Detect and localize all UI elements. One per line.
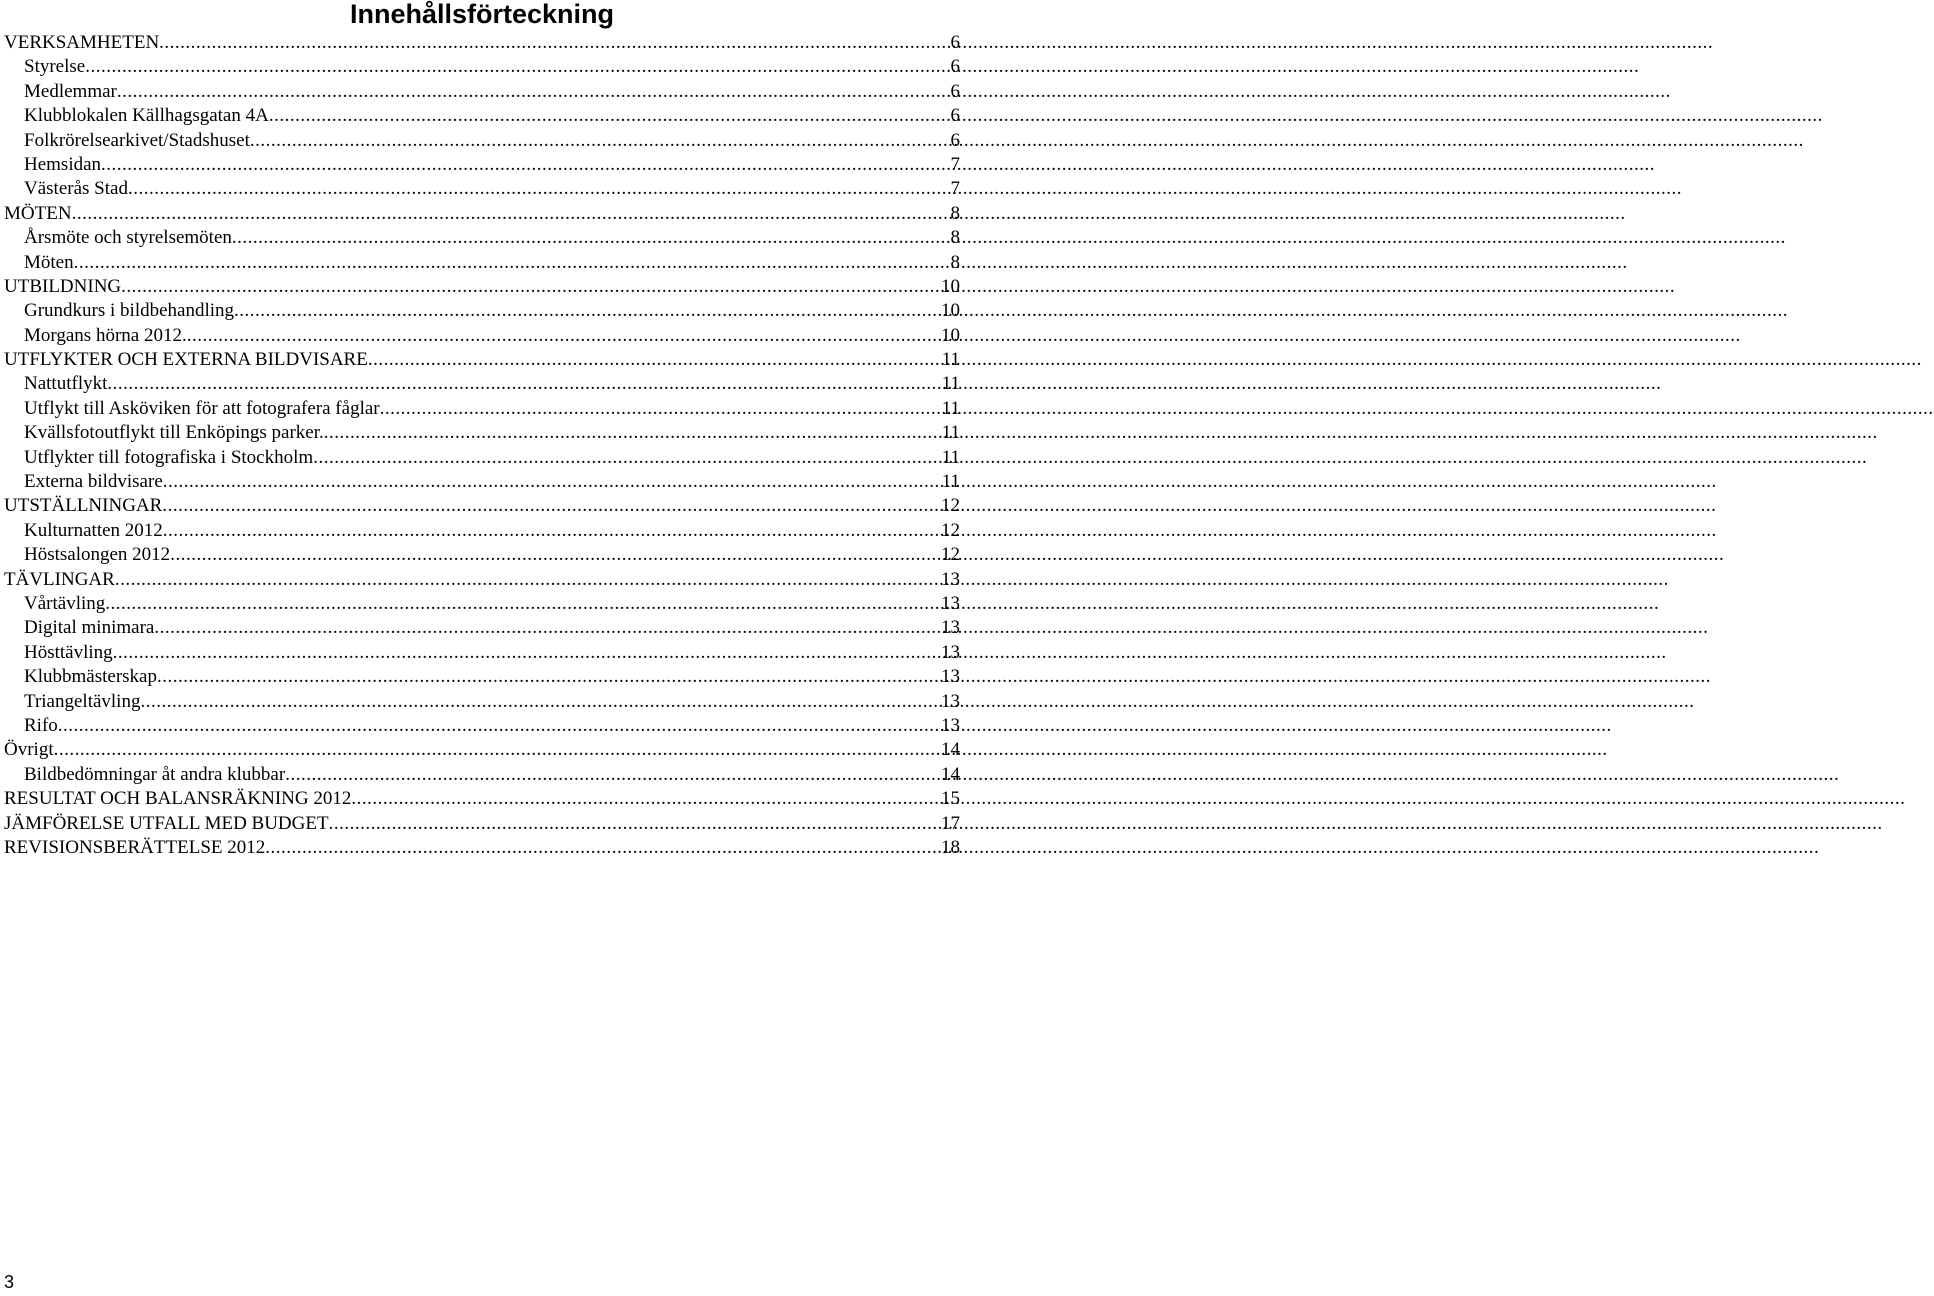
toc-entry-page: 12 — [941, 544, 960, 566]
toc-entry-label: Folkrörelsearkivet/Stadshuset — [24, 129, 250, 151]
toc-subsection-link[interactable] — [4, 324, 960, 348]
toc-subsection-link[interactable] — [4, 446, 960, 470]
toc-entry-page: 17 — [941, 812, 960, 834]
toc-entry-label: Kulturnatten 2012 — [24, 519, 163, 541]
dot-leader — [85, 55, 946, 79]
dot-leader — [269, 104, 947, 128]
dot-leader — [163, 519, 937, 543]
toc-entry-page: 6 — [950, 56, 960, 78]
toc-subsection-link[interactable] — [4, 616, 960, 640]
toc-subsection-link[interactable] — [4, 177, 960, 201]
toc-entry-page: 14 — [941, 763, 960, 785]
toc-section-link[interactable] — [4, 31, 960, 55]
toc-entry-page: 11 — [941, 373, 960, 395]
dot-leader — [324, 421, 938, 445]
dot-leader — [368, 348, 938, 372]
toc-entry-label: Utflykter till fotografiska i Stockholm — [24, 446, 314, 468]
toc-entry-label: Externa bildvisare — [24, 471, 163, 493]
dot-leader — [285, 763, 937, 787]
toc-entry-page: 13 — [941, 568, 960, 590]
toc-subsection-link[interactable] — [4, 226, 960, 250]
toc-subsection-link[interactable] — [4, 470, 960, 494]
dot-leader — [159, 31, 946, 55]
toc-entry-page: 6 — [950, 129, 960, 151]
dot-leader — [74, 251, 947, 275]
toc-entry-page: 10 — [941, 324, 960, 346]
toc-entry-label: Styrelse — [24, 56, 86, 78]
toc-entry-label: Klubbmästerskap — [24, 666, 157, 688]
toc-entry-label: Digital minimara — [24, 617, 155, 639]
toc-entry-page: 7 — [950, 153, 960, 175]
toc-entry-page: 12 — [941, 495, 960, 517]
toc-entry-page: 11 — [941, 349, 960, 371]
toc-entry-label: UTSTÄLLNINGAR — [4, 495, 163, 517]
toc-entry-label: RESULTAT OCH BALANSRÄKNING 2012 — [4, 788, 352, 810]
dot-leader — [265, 836, 937, 860]
toc-entry-label: MÖTEN — [4, 202, 72, 224]
toc-entry-page: 12 — [941, 519, 960, 541]
toc-entry-label: Övrigt — [4, 739, 54, 761]
dot-leader — [72, 202, 947, 226]
toc-entry-page: 8 — [950, 251, 960, 273]
toc-subsection-link[interactable] — [4, 80, 960, 104]
toc-entry-label: Hemsidan — [24, 153, 102, 175]
toc-entry-label: Triangeltävling — [24, 690, 141, 712]
toc-entry-label: Höstsalongen 2012 — [24, 544, 171, 566]
toc-entry-page: 13 — [941, 617, 960, 639]
toc-entry-page: 11 — [941, 471, 960, 493]
dot-leader — [351, 787, 937, 811]
toc-entry-label: Utflykt till Asköviken för att fotografera fåglar — [24, 397, 380, 419]
toc-section-link[interactable] — [4, 202, 960, 226]
toc-subsection-link[interactable] — [4, 763, 960, 787]
toc-entry-label: Bildbedömningar åt andra klubbar — [24, 763, 286, 785]
toc-entry-label: UTBILDNING — [4, 275, 122, 297]
toc-entry-page: 10 — [941, 275, 960, 297]
dot-leader — [54, 738, 937, 762]
toc-title: Innehållsförteckning — [349, 0, 615, 29]
toc-entry-label: Medlemmar — [24, 80, 117, 102]
toc-entry-label: Morgans hörna 2012. — [24, 324, 187, 346]
toc-subsection-link[interactable] — [4, 299, 960, 323]
dot-leader — [234, 299, 937, 323]
toc-entry-label: Nattutflykt — [24, 373, 108, 395]
toc-section-link[interactable] — [4, 348, 960, 372]
toc-subsection-link[interactable] — [4, 55, 960, 79]
toc-subsection-link[interactable] — [4, 665, 960, 689]
toc-entry-label: Klubblokalen Källhagsgatan 4A — [24, 105, 269, 127]
toc-entry-page: 13 — [941, 592, 960, 614]
toc-subsection-link[interactable] — [4, 519, 960, 543]
toc-entry-page: 7 — [950, 178, 960, 200]
toc-entry-page: 15 — [941, 788, 960, 810]
toc-entry-page: 6 — [950, 105, 960, 127]
toc-subsection-link[interactable] — [4, 592, 960, 616]
toc-entry-label: REVISIONSBERÄTTELSE 2012 — [4, 836, 266, 858]
toc-entry-page: 13 — [941, 666, 960, 688]
dot-leader — [107, 372, 937, 396]
toc-section-link[interactable] — [4, 812, 960, 836]
dot-leader — [187, 324, 937, 348]
toc-section-link[interactable] — [4, 494, 960, 518]
dot-leader — [154, 616, 937, 640]
toc-entry-label: Rifo — [24, 714, 58, 736]
toc-entry-label: Kvällsfotoutflykt till Enköpings parker. — [24, 422, 324, 444]
toc-entry-page: 6 — [950, 32, 960, 53]
toc-entry-page: 10 — [941, 300, 960, 322]
dot-leader — [250, 129, 947, 153]
toc-entry-page: 11 — [941, 397, 960, 419]
toc-section-link[interactable] — [4, 568, 960, 592]
toc-subsection-link[interactable] — [4, 129, 960, 153]
toc-entry-page: 11 — [941, 422, 960, 444]
toc-entry-label: Grundkurs i bildbehandling — [24, 300, 235, 322]
toc-entry-label: UTFLYKTER OCH EXTERNA BILDVISARE — [4, 349, 368, 371]
dot-leader — [163, 470, 938, 494]
toc-section-link[interactable] — [4, 738, 960, 762]
toc-subsection-link[interactable] — [4, 104, 960, 128]
toc-subsection-link[interactable] — [4, 714, 960, 738]
table-of-contents — [4, 31, 960, 860]
toc-entry-page: 11 — [941, 446, 960, 468]
toc-subsection-link[interactable] — [4, 153, 960, 177]
toc-subsection-link[interactable] — [4, 421, 960, 445]
dot-leader — [162, 494, 937, 518]
toc-subsection-link[interactable] — [4, 690, 960, 714]
toc-entry-page: 13 — [941, 714, 960, 736]
dot-leader — [140, 690, 937, 714]
toc-entry-page: 8 — [950, 202, 960, 224]
dot-leader — [232, 226, 947, 250]
toc-section-link[interactable] — [4, 787, 960, 811]
toc-entry-label: Hösttävling — [24, 641, 113, 663]
dot-leader — [380, 397, 938, 421]
toc-entry-label: VERKSAMHETEN — [4, 32, 160, 53]
dot-leader — [157, 665, 937, 689]
page-number: 3 — [4, 1272, 15, 1292]
dot-leader — [115, 568, 937, 592]
toc-entry-page: 18 — [941, 836, 960, 858]
dot-leader — [117, 80, 947, 104]
toc-subsection-link[interactable] — [4, 543, 960, 567]
toc-subsection-link[interactable] — [4, 397, 960, 421]
toc-entry-page: 8 — [950, 227, 960, 249]
toc-entry-page: 13 — [941, 641, 960, 663]
toc-entry-label: Vårtävling — [24, 592, 106, 614]
toc-entry-label: JÄMFÖRELSE UTFALL MED BUDGET — [4, 812, 329, 834]
toc-entry-label: Möten — [24, 251, 74, 273]
toc-subsection-link[interactable] — [4, 251, 960, 275]
dot-leader — [128, 177, 947, 201]
toc-entry-label: TÄVLINGAR — [4, 568, 115, 590]
dot-leader — [101, 153, 946, 177]
dot-leader — [313, 446, 938, 470]
toc-section-link[interactable] — [4, 836, 960, 860]
toc-subsection-link[interactable] — [4, 641, 960, 665]
dot-leader — [58, 714, 937, 738]
toc-entry-page: 14 — [941, 739, 960, 761]
dot-leader — [105, 592, 937, 616]
dot-leader — [170, 543, 937, 567]
toc-section-link[interactable] — [4, 275, 960, 299]
toc-entry-page: 6 — [950, 80, 960, 102]
toc-subsection-link[interactable] — [4, 372, 960, 396]
toc-entry-page: 13 — [941, 690, 960, 712]
toc-entry-label: Årsmöte och styrelsemöten — [24, 227, 232, 249]
toc-entry-label: Västerås Stad — [24, 178, 128, 200]
dot-leader — [329, 812, 937, 836]
dot-leader — [121, 275, 937, 299]
dot-leader — [113, 641, 937, 665]
